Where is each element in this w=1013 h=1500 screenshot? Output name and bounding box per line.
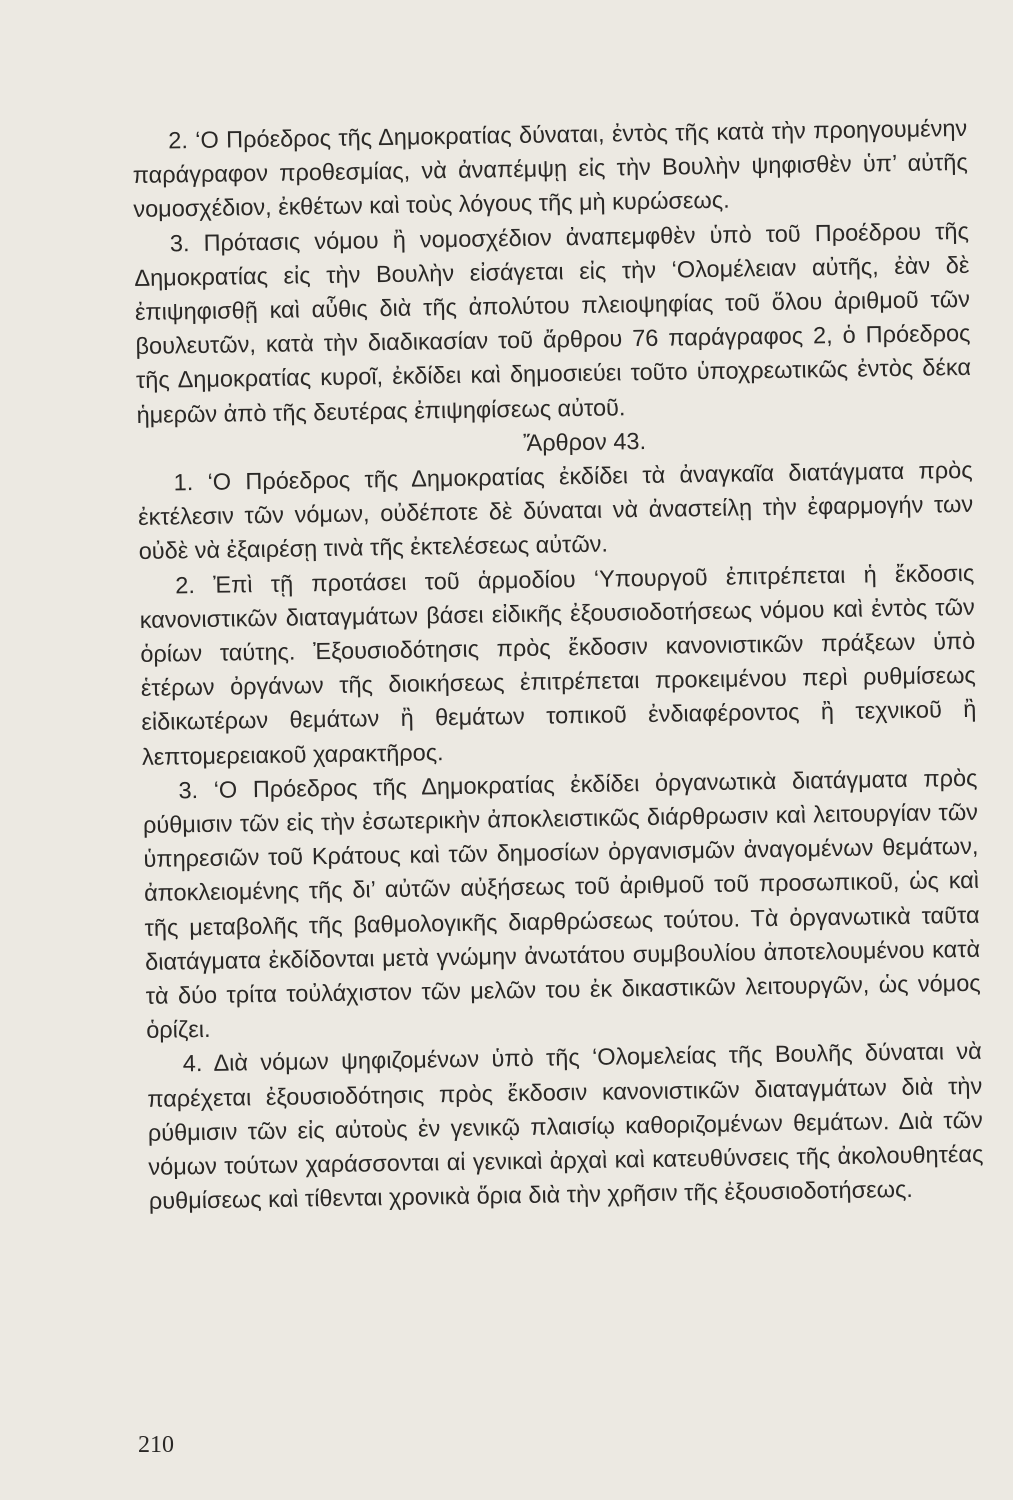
article-paragraph-3: 3. ‘Ο Πρόεδρος τῆς Δημοκρατίας ἐκδίδει ὀργανωτικὰ διατάγματα πρὸς ρύθμισιν τῶν εἰς τὴν ἐσωτερικὴν ἀποκλειστικῶς διάρθρωσιν καὶ λειτουργίαν τῶν ὑπηρεσιῶν τοῦ Κράτους καὶ τῶν δημοσίων ὀργανισμῶν ἀναγομένων θεμάτων, ἀποκλειομένης τῆς δι’ αὐτῶν αὐξήσεως τοῦ ἀριθμοῦ τοῦ προσωπικοῦ, ὡς καὶ τῆς μεταβολῆς τῆς βαθμολογικῆς διαρθρώσεως τούτου. Τὰ ὀργανωτικὰ ταῦτα διατάγματα ἐκδίδονται μετὰ γνώμην ἀνωτάτου συμβουλίου ἀποτελουμένου κατὰ τὰ δύο τρίτα τοὐλάχιστον τῶν μελῶν του ἐκ δικαστικῶν λειτουργῶν, ὡς νόμος ὁρίζει. — [142, 764, 981, 1044]
paragraph-3: 3. Πρότασις νόμου ἢ νομοσχέδιον ἀναπεμφθὲν ὑπὸ τοῦ Προέδρου τῆς Δημοκρατίας εἰς τὴν Βουλὴν εἰσάγεται εἰς τὴν ‘Ολομέλειαν αὐτῆς, ἐὰν δὲ ἐπιψηφισθῇ καὶ αὖθις διὰ τῆς ἀπολύτου πλειοψηφίας τοῦ ὅλου ἀριθμοῦ τῶν βουλευτῶν, κατὰ τὴν διαδικασίαν τοῦ ἄρθρου 76 παράγραφος 2, ὁ Πρόεδρος τῆς Δημοκρατίας κυροῖ, ἐκδίδει καὶ δημοσιεύει τοῦτο ὑποχρεωτικῶς ἐντὸς δέκα ἡμερῶν ἀπὸ τῆς δευτέρας ἐπιψηφίσεως αὐτοῦ. — [134, 217, 972, 428]
page-number: 210 — [138, 1432, 174, 1458]
article-paragraph-2: 2. Ἐπὶ τῇ προτάσει τοῦ ἁρμοδίου ‘Υπουργοῦ ἐπιτρέπεται ἡ ἔκδοσις κανονιστικῶν διαταγμάτων βάσει εἰδικῆς ἐξουσιοδοτήσεως νόμου καὶ ἐντὸς τῶν ὁρίων ταύτης. Ἐξουσιοδότησις πρὸς ἔκδοσιν κανονιστικῶν πράξεων ὑπὸ ἑτέρων ὀργάνων τῆς διοικήσεως ἐπιτρέπεται προκειμένου περὶ ρυθμίσεως εἰδικωτέρων θεμάτων ἢ θεμάτων τοπικοῦ ἐνδιαφέροντος ἢ τεχνικοῦ ἢ λεπτομερειακοῦ χαρακτῆρος. — [139, 559, 977, 770]
paragraph-2: 2. ‘Ο Πρόεδρος τῆς Δημοκρατίας δύναται, ἐντὸς τῆς κατὰ τὴν προηγουμένην παράγραφον προθεσμίας, νὰ ἀναπέμψῃ εἰς τὴν Βουλὴν ψηφισθὲν ὑπ’ αὐτῆς νομοσχέδιον, ἐκθέτων καὶ τοὺς λόγους τῆς μὴ κυρώσεως. — [132, 114, 968, 223]
article-paragraph-1: 1. ‘Ο Πρόεδρος τῆς Δημοκρατίας ἐκδίδει τὰ ἀναγκαῖα διατάγματα πρὸς ἐκτέλεσιν τῶν νόμων, οὐδέποτε δὲ δύναται νὰ ἀναστείλῃ τὴν ἐφαρμογήν των οὐδὲ νὰ ἐξαιρέσῃ τινὰ τῆς ἐκτελέσεως αὐτῶν. — [137, 456, 974, 565]
article-paragraph-4: 4. Διὰ νόμων ψηφιζομένων ὑπὸ τῆς ‘Ολομελείας τῆς Βουλῆς δύναται νὰ παρέχεται ἐξουσιοδότησις πρὸς ἔκδοσιν κανονιστικῶν διαταγμάτων διὰ τὴν ρύθμισιν τῶν εἰς αὐτοὺς ἐν γενικῷ πλαισίῳ καθοριζομένων θεμάτων. Διὰ τῶν νόμων τούτων χαράσσονται αἱ γενικαὶ ἀρχαὶ καὶ κατευθύνσεις τῆς ἀκολουθητέας ρυθμίσεως καὶ τίθενται χρονικὰ ὅρια διὰ τὴν χρῆσιν τῆς ἐξουσιοδοτήσεως. — [147, 1038, 984, 1215]
article-heading: Ἄρθρον 43. — [522, 427, 647, 456]
page-body-text — [132, 111, 984, 1218]
